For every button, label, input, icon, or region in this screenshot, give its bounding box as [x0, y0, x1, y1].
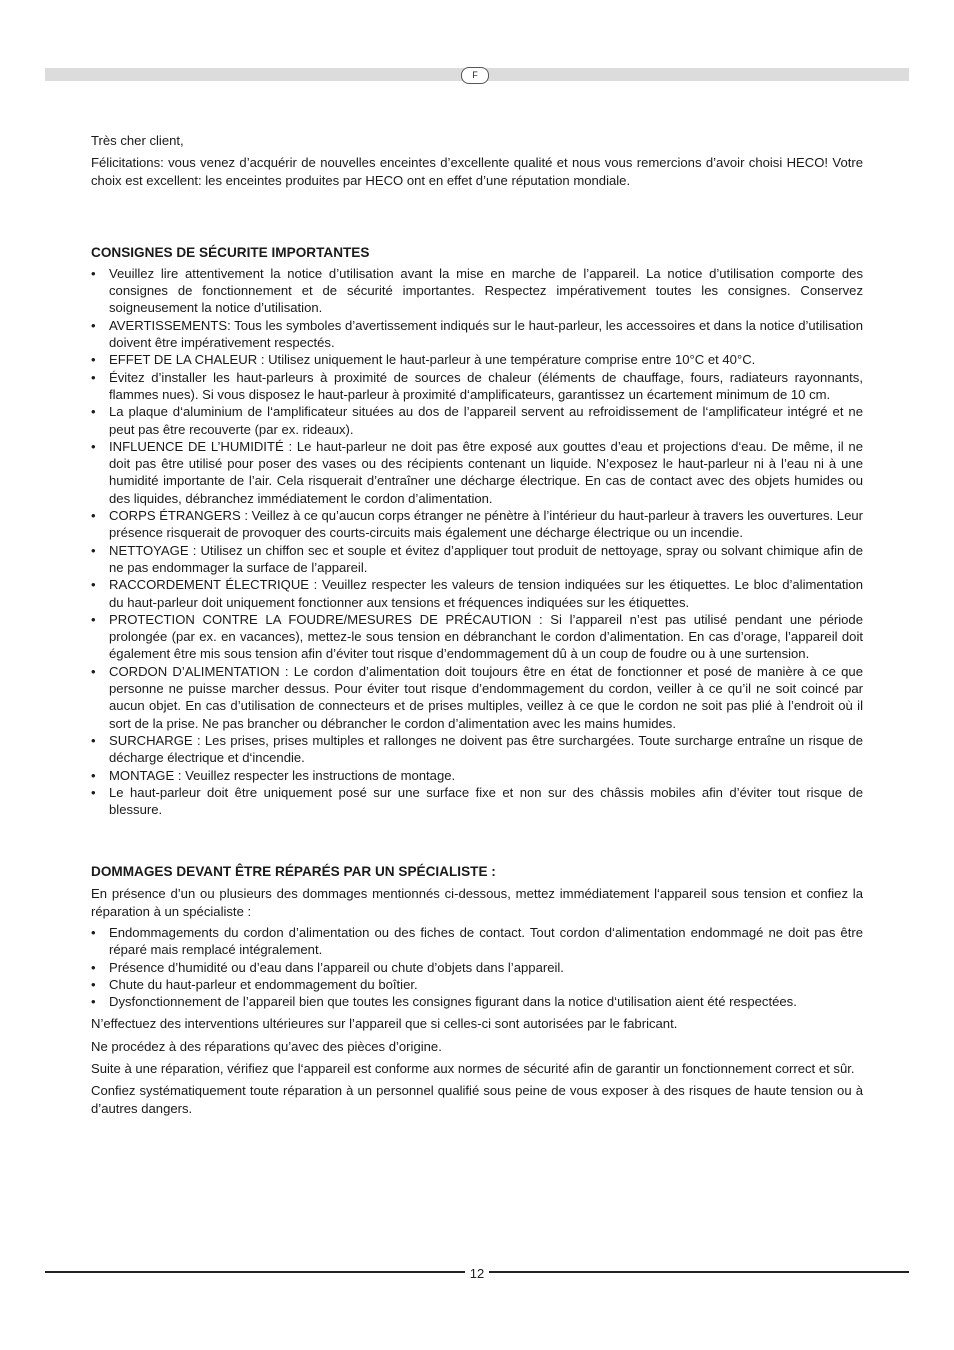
list-item: • NETTOYAGE : Utilisez un chiffon sec et souple et évitez d’appliquer tout produit de nettoyage, spray ou solvant chimique afin de ne pas endommager la surface de l’appareil.: [91, 542, 863, 577]
damage-heading: DOMMAGES DEVANT ÊTRE RÉPARÉS PAR UN SPÉCIALISTE :: [91, 864, 496, 880]
list-item: • La plaque d‘aluminium de l‘amplificateur situées au dos de l’appareil servent au refroidissement de l‘amplificateur intégré et ne peut pas être recouverte (par ex. rideaux).: [91, 403, 863, 438]
damage-paragraph: Suite à une réparation, vérifiez que l‘appareil est conforme aux normes de sécurité afin de garantir un fonctionnement correct et sûr.: [91, 1061, 855, 1077]
list-item: • CORPS ÉTRANGERS : Veillez à ce qu’aucun corps étranger ne pénètre à l’intérieur du haut-parleur à travers les ouvertures. Leur présence risquerait de provoquer des courts-circuits mais également une décharge électrique ou un incendie.: [91, 507, 863, 542]
damage-paragraph: N’effectuez des interventions ultérieures sur l’appareil que si celles-ci sont autorisées par le fabricant.: [91, 1016, 678, 1032]
list-item: • SURCHARGE : Les prises, prises multiples et rallonges ne doivent pas être surchargées. Toute surcharge entraîne un risque de décharge électrique et d‘incendie.: [91, 732, 863, 767]
list-item: • Endommagements du cordon d’alimentation ou des fiches de contact. Tout cordon d‘alimentation endommagé ne doit pas être réparé mais remplacé intégralement.: [91, 924, 863, 959]
safety-heading: CONSIGNES DE SÉCURITE IMPORTANTES: [91, 244, 370, 260]
damage-paragraph: Confiez systématiquement toute réparation à un personnel qualifié sous peine de vous exposer à des risques de haute tension ou à d’autres dangers.: [91, 1083, 863, 1116]
list-item: • Veuillez lire attentivement la notice d’utilisation avant la mise en marche de l’appareil. La notice d’utilisation comporte des consignes de fonctionnement et de sécurité importantes. Respectez impérativement toutes les consignes. Conservez soigneusement la notice d’utilisation.: [91, 265, 863, 317]
list-item: • Chute du haut-parleur et endommagement du boîtier.: [91, 976, 863, 993]
page-content: [91, 132, 863, 1117]
list-item: • Évitez d’installer les haut-parleurs à proximité de sources de chaleur (éléments de chauffage, fours, radiateurs rayonnants, flammes nues). Si vous disposez le haut-parleur à proximité d‘amplificateurs, garantissez un écartement minimum de 10 cm.: [91, 369, 863, 404]
safety-list: [91, 265, 863, 819]
list-item: • RACCORDEMENT ÉLECTRIQUE : Veuillez respecter les valeurs de tension indiquées sur les étiquettes. Le bloc d’alimentation du haut-parleur doit uniquement fonctionner aux tensions et fréquences indiquées sur les étiquettes.: [91, 576, 863, 611]
list-item: • EFFET DE LA CHALEUR : Utilisez uniquement le haut-parleur à une température comprise entre 10°C et 40°C.: [91, 351, 863, 368]
footer-rule-left: [45, 1271, 465, 1273]
greeting: Très cher client,: [91, 133, 184, 148]
list-item: • Présence d’humidité ou d’eau dans l’appareil ou chute d’objets dans l’appareil.: [91, 959, 863, 976]
list-item: • Dysfonctionnement de l’appareil bien que toutes les consignes figurant dans la notice d‘utilisation aient été respectées.: [91, 993, 863, 1010]
intro-paragraph: Félicitations: vous venez d’acquérir de nouvelles enceintes d’excellente qualité et nous vous remercions d’avoir choisi HECO! Votre choix est excellent: les enceintes produites par HECO ont en effet d’une réputation mondiale.: [91, 155, 863, 188]
damage-paragraph: Ne procédez à des réparations qu’avec des pièces d’origine.: [91, 1038, 442, 1054]
list-item: • PROTECTION CONTRE LA FOUDRE/MESURES DE PRÉCAUTION : Si l’appareil n’est pas utilisé pendant une période prolongée (par ex. en vacances), mettez-le sous tension en débranchant le cordon d’alimentation. En cas d’orage, l’appareil doit également être mis sous tension afin d’éviter tout risque d’endommagement dû à un coup de foudre ou à une surtension.: [91, 611, 863, 663]
list-item: • INFLUENCE DE L’HUMIDITÉ : Le haut-parleur ne doit pas être exposé aux gouttes d’eau et projections d‘eau. De même, il ne doit pas être utilisé pour poser des vases ou des récipients contenant un liquide. N’exposez le haut-parleur ni à l’eau ni à une humidité importante de l’air. Cela risquerait d’entraîner une décharge électrique. En cas de contact avec des objets humides ou des liquides, débranchez immédiatement le cordon d’alimentation.: [91, 438, 863, 507]
damage-intro: En présence d’un ou plusieurs des dommages mentionnés ci-dessous, mettez immédiatement l‘appareil sous tension et confiez la réparation à un spécialiste :: [91, 886, 863, 919]
list-item: • CORDON D’ALIMENTATION : Le cordon d’alimentation doit toujours être en état de fonctionner et posé de manière à ce que personne ne puisse marcher dessus. Pour éviter tout risque d’endommagement du cordon, veiller à ce qu’il ne soit coincé par aucun objet. En cas d’utilisation de connecteurs et de prises multiples, veillez à ce que le cordon ne soit pas plié à l’endroit où il sort de la prise. Ne pas brancher ou débrancher le cordon d’alimentation avec les mains humides.: [91, 663, 863, 732]
damage-list: [91, 924, 863, 1010]
list-item: • Le haut-parleur doit être uniquement posé sur une surface fixe et non sur des châssis mobiles afin d’éviter tout risque de blessure.: [91, 784, 863, 819]
footer-rule-right: [489, 1271, 909, 1273]
page-number: 12: [469, 1266, 485, 1281]
list-item: • MONTAGE : Veuillez respecter les instructions de montage.: [91, 767, 863, 784]
language-badge: F: [461, 67, 489, 84]
list-item: • AVERTISSEMENTS: Tous les symboles d’avertissement indiqués sur le haut-parleur, les accessoires et dans la notice d’utilisation doivent être impérativement respectés.: [91, 317, 863, 352]
